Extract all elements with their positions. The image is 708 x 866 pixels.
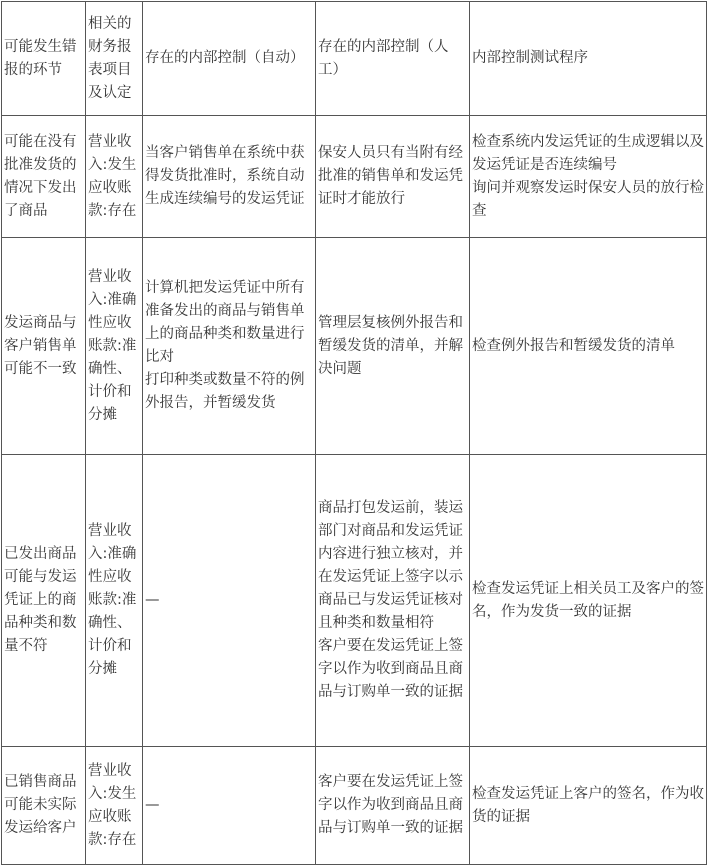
header-row (2, 2, 707, 116)
internal-control-table (1, 1, 707, 865)
table-row (2, 455, 707, 747)
stage-cell: 已销售商品可能未实际发运给客户 (2, 747, 86, 865)
assertion-cell: 营业收入:发生应收账款:存在 (86, 747, 143, 865)
test-procedure-line: 检查系统内发运凭证的生成逻辑以及发运凭证是否连续编号 (472, 133, 704, 173)
header-cell-manual-control: 存在的内部控制（人工） (316, 2, 470, 116)
stage-cell: 发运商品与客户销售单可能不一致 (2, 238, 86, 455)
stage-cell: 可能在没有批准发货的情况下发出了商品 (2, 116, 86, 238)
table-row (2, 747, 707, 865)
auto-control-line: 计算机把发运凭证中所有准备发出的商品与销售单上的商品种类和数量进行比对 (145, 280, 305, 365)
header-cell-auto-control: 存在的内部控制（自动） (143, 2, 316, 116)
test-procedure-cell (470, 116, 707, 238)
table-row (2, 238, 707, 455)
manual-control-cell (316, 455, 470, 747)
test-procedure-cell: 检查例外报告和暂缓发货的清单 (470, 238, 707, 455)
header-cell-test-procedure: 内部控制测试程序 (470, 2, 707, 116)
auto-control-cell: 当客户销售单在系统中获得发货批准时，系统自动生成连续编号的发运凭证 (143, 116, 316, 238)
test-procedure-cell: 检查发运凭证上相关员工及客户的签名，作为发货一致的证据 (470, 455, 707, 747)
auto-control-cell: — (143, 455, 316, 747)
auto-control-cell: — (143, 747, 316, 865)
stage-cell: 已发出商品可能与发运凭证上的商品种类和数量不符 (2, 455, 86, 747)
assertion-cell: 营业收入:准确性应收账款:准确性、计价和分摊 (86, 238, 143, 455)
manual-control-cell: 保安人员只有当附有经批准的销售单和发运凭证时才能放行 (316, 116, 470, 238)
test-procedure-line: 询问并观察发运时保安人员的放行检查 (472, 179, 704, 219)
manual-control-line: 商品打包发运前，装运部门对商品和发运凭证内容进行独立核对，并在发运凭证上签字以示商品已与发运凭证核对且种类和数量相符 (318, 500, 463, 631)
table-row (2, 116, 707, 238)
manual-control-cell: 客户要在发运凭证上签字以作为收到商品且商品与订购单一致的证据 (316, 747, 470, 865)
header-cell-stage: 可能发生错报的环节 (2, 2, 86, 116)
assertion-cell: 营业收入:准确性应收账款:准确性、计价和分摊 (86, 455, 143, 747)
assertion-cell: 营业收入:发生应收账款:存在 (86, 116, 143, 238)
manual-control-line: 客户要在发运凭证上签字以作为收到商品且商品与订购单一致的证据 (318, 638, 463, 700)
auto-control-line: 打印种类或数量不符的例外报告，并暂缓发货 (145, 372, 305, 411)
header-cell-assertion: 相关的财务报表项目及认定 (86, 2, 143, 116)
manual-control-cell: 管理层复核例外报告和暂缓发货的清单，并解决问题 (316, 238, 470, 455)
test-procedure-cell: 检查发运凭证上客户的签名，作为收货的证据 (470, 747, 707, 865)
auto-control-cell (143, 238, 316, 455)
